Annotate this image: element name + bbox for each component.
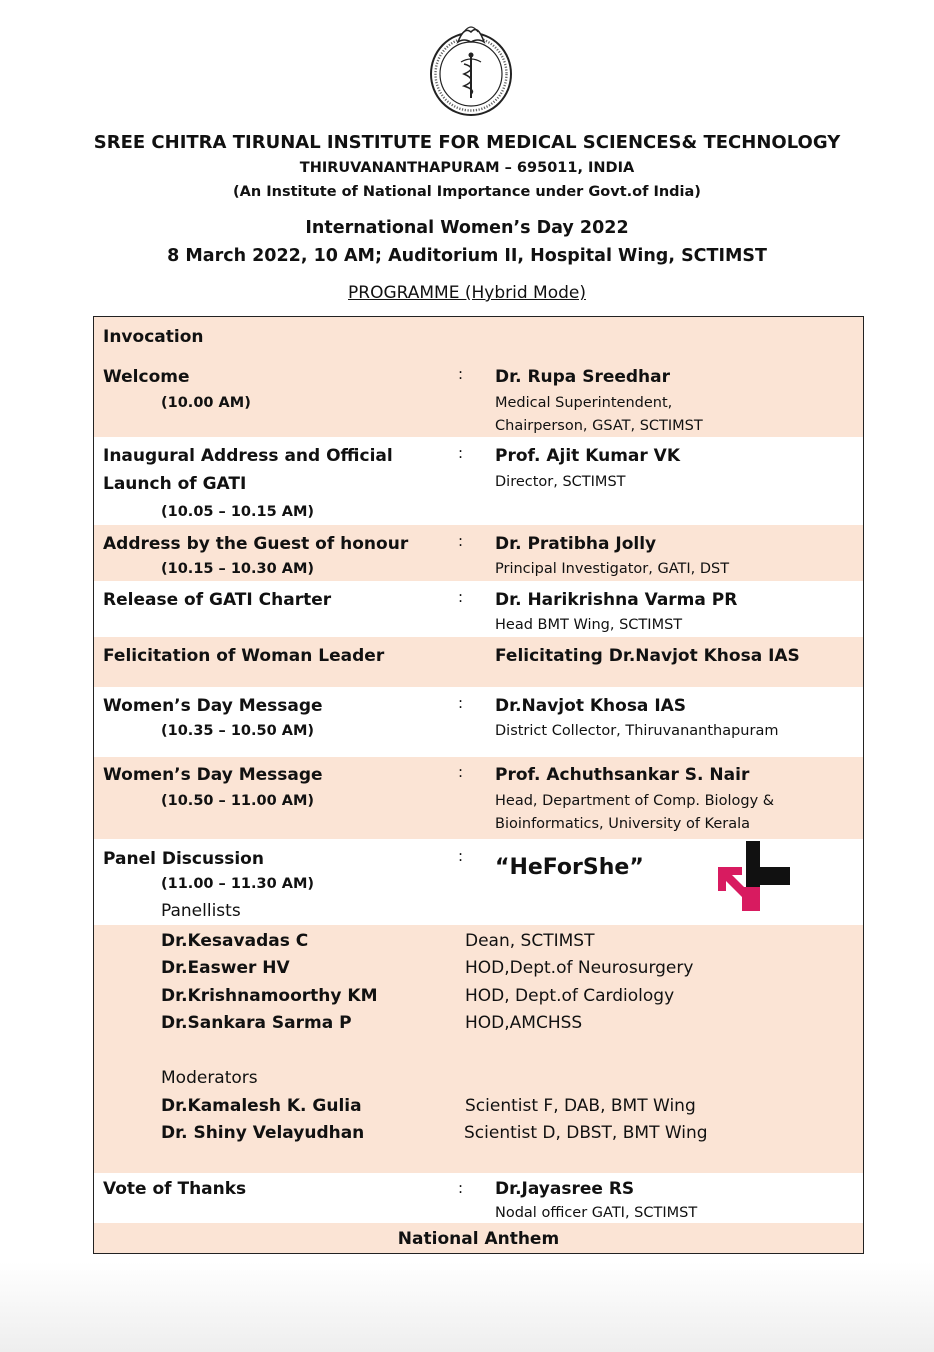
row-guest-role: Principal Investigator, GATI, DST xyxy=(495,561,730,577)
moderators-label: Moderators xyxy=(161,1068,258,1088)
row-panel-panellists-label: Panellists xyxy=(161,901,241,921)
event-date-venue: 8 March 2022, 10 AM; Auditorium II, Hospital Wing, SCTIMST xyxy=(167,246,767,266)
page-bottom-shade xyxy=(0,1262,934,1352)
panellist-role: HOD, Dept.of Cardiology xyxy=(465,986,675,1006)
row-anthem: National Anthem xyxy=(397,1229,560,1249)
row-guest-time: (10.15 – 10.30 AM) xyxy=(161,561,315,577)
moderator-role: Scientist D, DBST, BMT Wing xyxy=(464,1123,708,1143)
row-message1-speaker: Dr.Navjot Khosa IAS xyxy=(495,696,687,716)
row-charter-colon: : xyxy=(458,588,464,606)
row-guest-speaker: Dr. Pratibha Jolly xyxy=(495,534,657,554)
row-inaugural-time: (10.05 – 10.15 AM) xyxy=(161,504,315,520)
panellist-role: HOD,Dept.of Neurosurgery xyxy=(465,958,694,978)
row-charter-title: Release of GATI Charter xyxy=(103,590,332,610)
row-thanks-title: Vote of Thanks xyxy=(103,1179,247,1199)
programme-title: PROGRAMME (Hybrid Mode) xyxy=(348,283,586,303)
moderator-name: Dr.Kamalesh K. Gulia xyxy=(161,1096,362,1116)
panellist-name: Dr.Sankara Sarma P xyxy=(161,1013,352,1033)
row-panel-colon: : xyxy=(458,847,464,865)
panellist-role: Dean, SCTIMST xyxy=(465,931,595,951)
panellist-name: Dr.Krishnamoorthy KM xyxy=(161,986,378,1006)
row-felicitation-title: Felicitation of Woman Leader xyxy=(103,646,385,666)
row-message2-role-2: Bioinformatics, University of Kerala xyxy=(495,816,751,832)
row-inaugural-role: Director, SCTIMST xyxy=(495,474,626,490)
row-message2-role-1: Head, Department of Comp. Biology & xyxy=(495,793,775,809)
row-panel-theme: “HeForShe” xyxy=(495,855,644,880)
row-welcome-colon: : xyxy=(458,365,464,383)
row-message2-speaker: Prof. Achuthsankar S. Nair xyxy=(495,765,750,785)
row-message2-time: (10.50 – 11.00 AM) xyxy=(161,793,315,809)
row-charter-role: Head BMT Wing, SCTIMST xyxy=(495,617,683,633)
band-welcome xyxy=(94,317,863,437)
institute-status-note: (An Institute of National Importance under Govt.of India) xyxy=(233,184,701,200)
row-guest-title: Address by the Guest of honour xyxy=(103,534,409,554)
row-guest-colon: : xyxy=(458,532,464,550)
row-thanks-colon: : xyxy=(458,1179,464,1197)
heforshe-logo xyxy=(718,841,792,913)
row-panel-time: (11.00 – 11.30 AM) xyxy=(161,876,315,892)
institute-name: SREE CHITRA TIRUNAL INSTITUTE FOR MEDICAL SCIENCES& TECHNOLOGY xyxy=(93,132,841,153)
moderator-role: Scientist F, DAB, BMT Wing xyxy=(465,1096,696,1116)
moderator-name: Dr. Shiny Velayudhan xyxy=(161,1123,365,1143)
row-message1-colon: : xyxy=(458,694,464,712)
row-thanks-speaker: Dr.Jayasree RS xyxy=(495,1179,635,1199)
row-welcome-speaker: Dr. Rupa Sreedhar xyxy=(495,367,671,387)
row-inaugural-colon: : xyxy=(458,444,464,462)
panellist-name: Dr.Easwer HV xyxy=(161,958,290,978)
row-welcome-time: (10.00 AM) xyxy=(161,395,251,411)
row-inaugural-speaker: Prof. Ajit Kumar VK xyxy=(495,446,681,466)
row-inaugural-title-1: Inaugural Address and Official xyxy=(103,446,393,466)
row-thanks-role: Nodal officer GATI, SCTIMST xyxy=(495,1205,698,1221)
row-welcome-title: Welcome xyxy=(103,367,190,387)
row-panel-title: Panel Discussion xyxy=(103,849,264,869)
row-message1-role: District Collector, Thiruvananthapuram xyxy=(495,723,779,739)
event-title: International Women’s Day 2022 xyxy=(305,218,629,238)
programme-table xyxy=(93,316,864,1254)
panellist-name: Dr.Kesavadas C xyxy=(161,931,309,951)
row-charter-speaker: Dr. Harikrishna Varma PR xyxy=(495,590,738,610)
row-message1-title: Women’s Day Message xyxy=(103,696,323,716)
row-welcome-role-1: Medical Superintendent, xyxy=(495,395,673,411)
row-felicitation-detail: Felicitating Dr.Navjot Khosa IAS xyxy=(495,646,800,666)
row-message2-colon: : xyxy=(458,763,464,781)
row-welcome-role-2: Chairperson, GSAT, SCTIMST xyxy=(495,418,703,434)
row-message2-title: Women’s Day Message xyxy=(103,765,323,785)
row-invocation-title: Invocation xyxy=(103,327,204,347)
institute-address: THIRUVANANTHAPURAM – 695011, INDIA xyxy=(299,160,635,176)
institute-seal-logo xyxy=(428,22,514,118)
row-inaugural-title-2: Launch of GATI xyxy=(103,474,247,494)
row-message1-time: (10.35 – 10.50 AM) xyxy=(161,723,315,739)
panellist-role: HOD,AMCHSS xyxy=(465,1013,583,1033)
